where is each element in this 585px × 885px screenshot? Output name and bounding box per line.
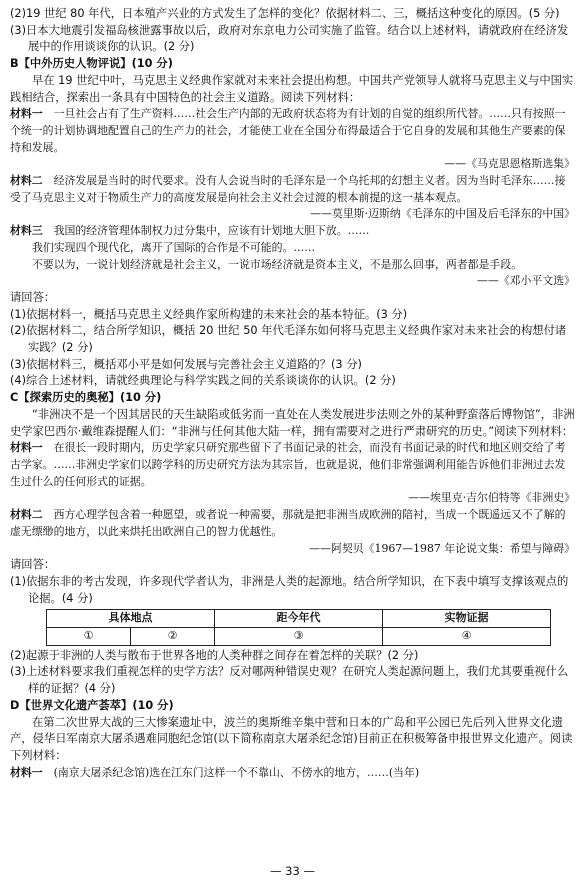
table-cell-blank[interactable]: ① (47, 628, 131, 646)
table-header-row (47, 610, 551, 628)
material-2: 材料二 经济发展是当时的时代要求。没有人会说当时的毛泽东是一个乌托邦的幻想主义者。因为当时毛泽东……接受了马克思主义对于物质生产力的高度发展是向社会主义社会过渡的根本前提的这一基本观点。 (10, 174, 566, 204)
section-d-intro: 在第二次世界大战的三大惨案遗址中，波兰的奥斯维辛集中营和日本的广岛和平公园已先后列入世界文化遗产，侵华日军南京大屠杀遇难同胞纪念馆(以下简称南京大屠杀纪念馆)目前正在积极筹备申报世界文化遗产。阅读下列材料： (10, 715, 573, 762)
question-2: (2)19 世纪 80 年代，日本殖产兴业的方式发生了怎样的变化？依据材料二、三，概括这种变化的原因。(5 分) (10, 7, 560, 20)
material-label: 材料一 (10, 107, 43, 121)
section-d-title: D【世界文化遗产荟萃】(10 分) (10, 698, 174, 712)
exam-page (10, 6, 575, 781)
section-b-intro: 早在 19 世纪中叶，马克思主义经典作家就对未来社会提出构想。中国共产党领导人就将马克思主义与中国实践相结合，探索出一条具有中国特色的社会主义道路。阅读下列材料： (10, 73, 574, 104)
source-citation: ——《马克思恩格斯选集》 (444, 157, 575, 171)
source-citation: ——《邓小平文选》 (476, 274, 575, 288)
material-3: 材料三 我国的经济管理体制权力过分集中，应该有计划地大胆下放。…… (10, 224, 370, 238)
question-1: (1)依据材料一，概括马克思主义经典作家所构建的未来社会的基本特征。(3 分) (10, 307, 408, 321)
table-header-age: 距今年代 (215, 610, 383, 628)
ask-label: 请回答： (10, 290, 56, 304)
source-citation: ——莫里斯·迈斯纳《毛泽东的中国及后毛泽东的中国》 (310, 207, 575, 221)
page-number: — 33 — (270, 864, 315, 878)
question-3: (3)上述材料要求我们重视怎样的史学方法？反对哪两种错误史观？在研究人类起源问题上，我们尤其要重视什么样的证据？(4 分) (10, 665, 569, 696)
material-label: 材料一 (10, 441, 43, 455)
question-4: (4)综合上述材料，请就经典理论与科学实践之间的关系谈谈你的认识。(2 分) (10, 374, 396, 388)
table-header-location: 具体地点 (47, 610, 215, 628)
source-citation: ——埃里克·吉尔伯特等《非洲史》 (408, 491, 575, 505)
material-3-line: 不要以为，一说计划经济就是社会主义，一说市场经济就是资本主义，不是那么回事，两者都是手段。 (32, 257, 523, 271)
material-label: 材料二 (10, 174, 43, 188)
question-2: (2)依据材料二，结合所学知识，概括 20 世纪 50 年代毛泽东如何将马克思主义经典作家对未来社会的构想付诸实践？(2 分) (10, 324, 567, 355)
source-citation: ——阿契贝《1967—1987 年论说文集：希望与障碍》 (309, 541, 575, 555)
question-3: (3)日本大地震引发福岛核泄露事故以后，政府对东京电力公司实施了监管。结合以上述材料，请就政府在经济发展中的作用谈谈你的认识。(2 分) (10, 23, 569, 54)
material-label: 材料一 (10, 765, 43, 779)
question-3: (3)依据材料三，概括邓小平是如何发展与完善社会主义道路的？(3 分) (10, 357, 362, 371)
material-1: 材料一 (南京大屠杀纪念馆)选在江东门这样一个不靠山、不傍水的地方，……(当年) (10, 765, 420, 779)
section-c-title: C【探索历史的奥秘】(10 分) (10, 391, 162, 405)
question-1: (1)依据东非的考古发现，许多现代学者认为，非洲是人类的起源地。结合所学知识，在下表中填写支撑该观点的论据。(4 分) (10, 574, 569, 605)
section-c-intro: “非洲决不是一个因其居民的天生缺陷或低劣而一直处在人类发展进步法则之外的某种野蛮落后博物馆”，非洲史学家巴西尔·戴维森提醒人们：“非洲与任何其他大陆一样，拥有需要对之进行严肃研究的历史。”阅读下列材料： (10, 407, 575, 438)
material-2: 材料二 西方心理学包含着一种愿望，或者说一种需要，那就是把非洲当成欧洲的陪衬，当成一个既遥远又不了解的虚无缥缈的地方，以此来烘托出欧洲自己的智力优越性。 (10, 508, 566, 538)
material-3-line: 我们实现四个现代化，离开了国际的合作是不可能的。…… (32, 240, 316, 254)
table-cell-blank[interactable]: ③ (215, 628, 383, 646)
material-label: 材料三 (10, 224, 43, 238)
section-b-title: B【中外历史人物评说】(10 分) (10, 57, 173, 71)
table-row (47, 628, 551, 646)
table-header-evidence: 实物证据 (383, 610, 551, 628)
table-cell-blank[interactable]: ② (131, 628, 215, 646)
question-2: (2)起源于非洲的人类与散布于世界各地的人类种群之间存在着怎样的关联？(2 分) (10, 648, 419, 662)
material-1: 材料一 一旦社会占有了生产资料……社会生产内部的无政府状态将为有计划的自觉的组织所代替。……只有按照一个统一的计划协调地配置自己的生产力的社会，才能使工业在全国分布得最适合于它自身的发展和其他生产要素的保持和发展。 (10, 107, 566, 154)
table-cell-blank[interactable]: ④ (383, 628, 551, 646)
material-1: 材料一 在很长一段时期内，历史学家只研究那些留下了书面记录的社会，而没有书面记录的时代和地区则交给了考古学家。……非洲史学家们以跨学科的历史研究方法为其宗旨，也就是说，他们非常强调利用能告诉他们非洲过去发生过什么的任何形式的证据。 (10, 441, 566, 488)
material-label: 材料二 (10, 508, 43, 522)
answer-table (46, 609, 551, 645)
ask-label: 请回答： (10, 558, 56, 572)
